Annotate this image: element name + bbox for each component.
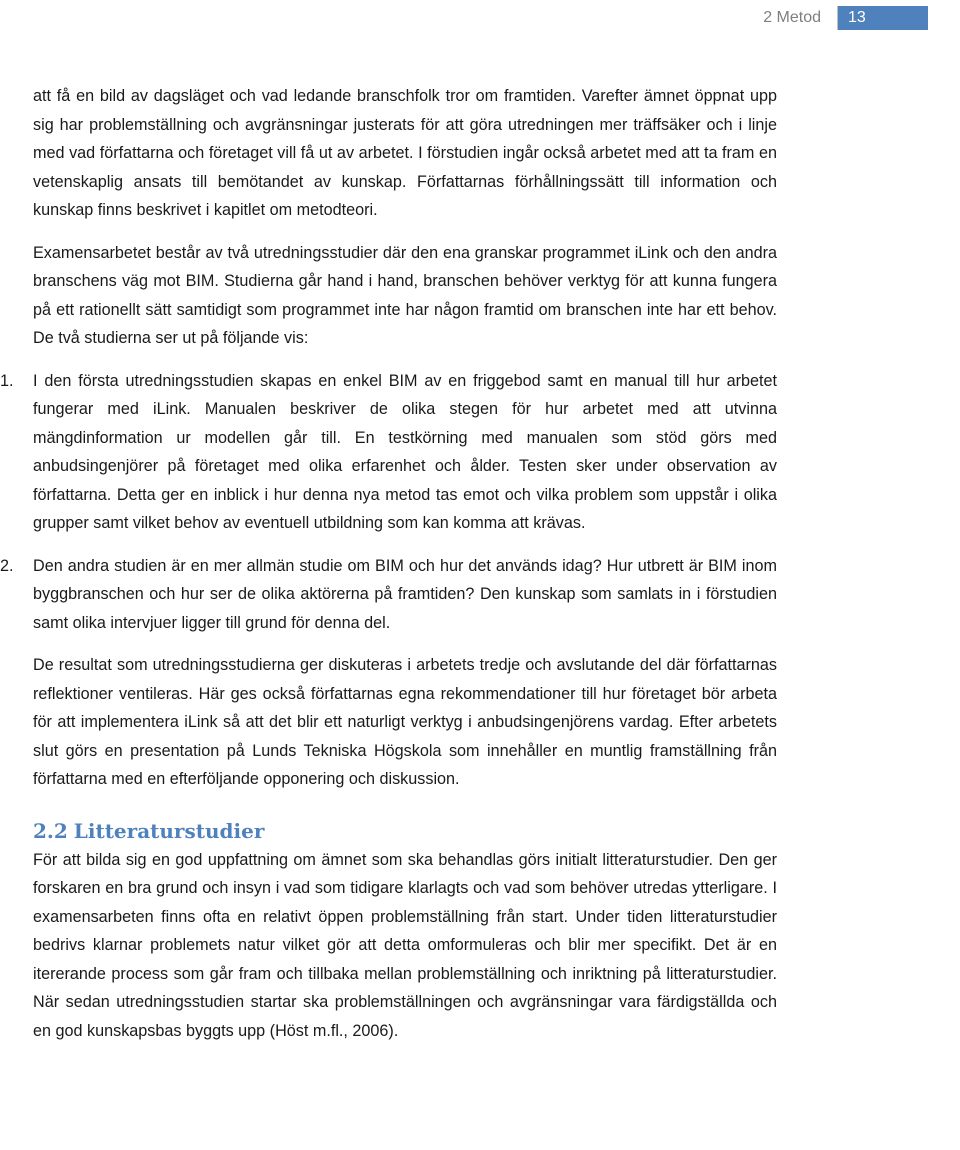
paragraph-results: De resultat som utredningsstudierna ger diskuteras i arbetets tredje och avslutande del där författarnas reflektioner ventileras. Här ges också författarnas egna rekommendationer till hur företaget bör arbeta för att implementera iLink så att det blir ett naturligt verktyg i anbudsingenjörens vardag. Efter arbetets slut görs en presentation på Lunds Tekniska Högskola som innehåller en muntlig framställning från författarna med en efterföljande opponering och diskussion. — [33, 656, 777, 788]
document-body — [0, 82, 777, 1045]
section-heading — [33, 816, 777, 846]
list-item-text: I den första utredningsstudien skapas en enkel BIM av en friggebod samt en manual till hur arbetet fungerar med iLink. Manualen beskriver de olika stegen för hur arbetet med att utvinna mängdinformation ur modellen går till. En testkörning med manualen som stöd görs med anbudsingenjörer på företaget med olika erfarenhet och ålder. Testen sker under observation av författarna. Detta ger en inblick i hur denna nya metod tas emot och vilka problem som uppstår i olika grupper samt vilket behov av eventuell utbildning som kan komma att krävas. — [33, 371, 777, 532]
page-number-badge: 13 — [838, 6, 928, 30]
section-heading-number: 2.2 — [33, 818, 68, 843]
list-item-number: 1. — [0, 371, 14, 390]
studies-list — [0, 367, 777, 638]
list-item-number: 2. — [0, 556, 14, 575]
list-item — [0, 552, 777, 638]
list-item-text: Den andra studien är en mer allmän studie om BIM och hur det används idag? Hur utbrett är BIM inom byggbranschen och hur ser de olika aktörerna på framtiden? Den kunskap som samlats in i förstudien samt olika intervjuer ligger till grund för denna del. — [33, 556, 777, 632]
header-section-title: 2 Metod — [763, 6, 838, 30]
paragraph-intro: att få en bild av dagsläget och vad ledande branschfolk tror om framtiden. Varefter ämnet öppnat upp sig har problemställning och avgränsningar justerats för att göra utredningen mer träffsäker och i linje med vad författarna och företaget vill få ut av arbetet. I förstudien ingår också arbetet med att ta fram en vetenskaplig ansats till bemötandet av kunskap. Författarnas förhållningssätt till information och kunskap finns beskrivet i kapitlet om metodteori. — [33, 87, 777, 219]
paragraph-studies-overview: Examensarbetet består av två utredningsstudier där den ena granskar programmet iLink och den andra branschens väg mot BIM. Studierna går hand i hand, branschen behöver verktyg för att kunna fungera på ett rationellt sätt samtidigt som programmet inte har någon framtid om branschen inte har ett behov. De två studierna ser ut på följande vis: — [33, 243, 777, 347]
paragraph-literature: För att bilda sig en god uppfattning om ämnet som ska behandlas görs initialt litteraturstudier. Den ger forskaren en bra grund och insyn i vad som tidigare klarlagts och vad som behöver utredas ytterligare. I examensarbeten finns ofta en relativt öppen problemställning från start. Under tiden litteraturstudier bedrivs klarnar problemets natur vilket gör att detta omformuleras och blir mer specifikt. Det är en itererande process som går fram och tillbaka mellan problemställning och inriktning på litteraturstudier. När sedan utredningsstudien startar ska problemställningen och avgränsningar vara färdigställda och en god kunskapsbas byggts upp (Höst m.fl., 2006). — [33, 850, 777, 1040]
page-header — [763, 6, 928, 30]
section-heading-title: Litteraturstudier — [73, 818, 265, 843]
list-item — [0, 367, 777, 538]
